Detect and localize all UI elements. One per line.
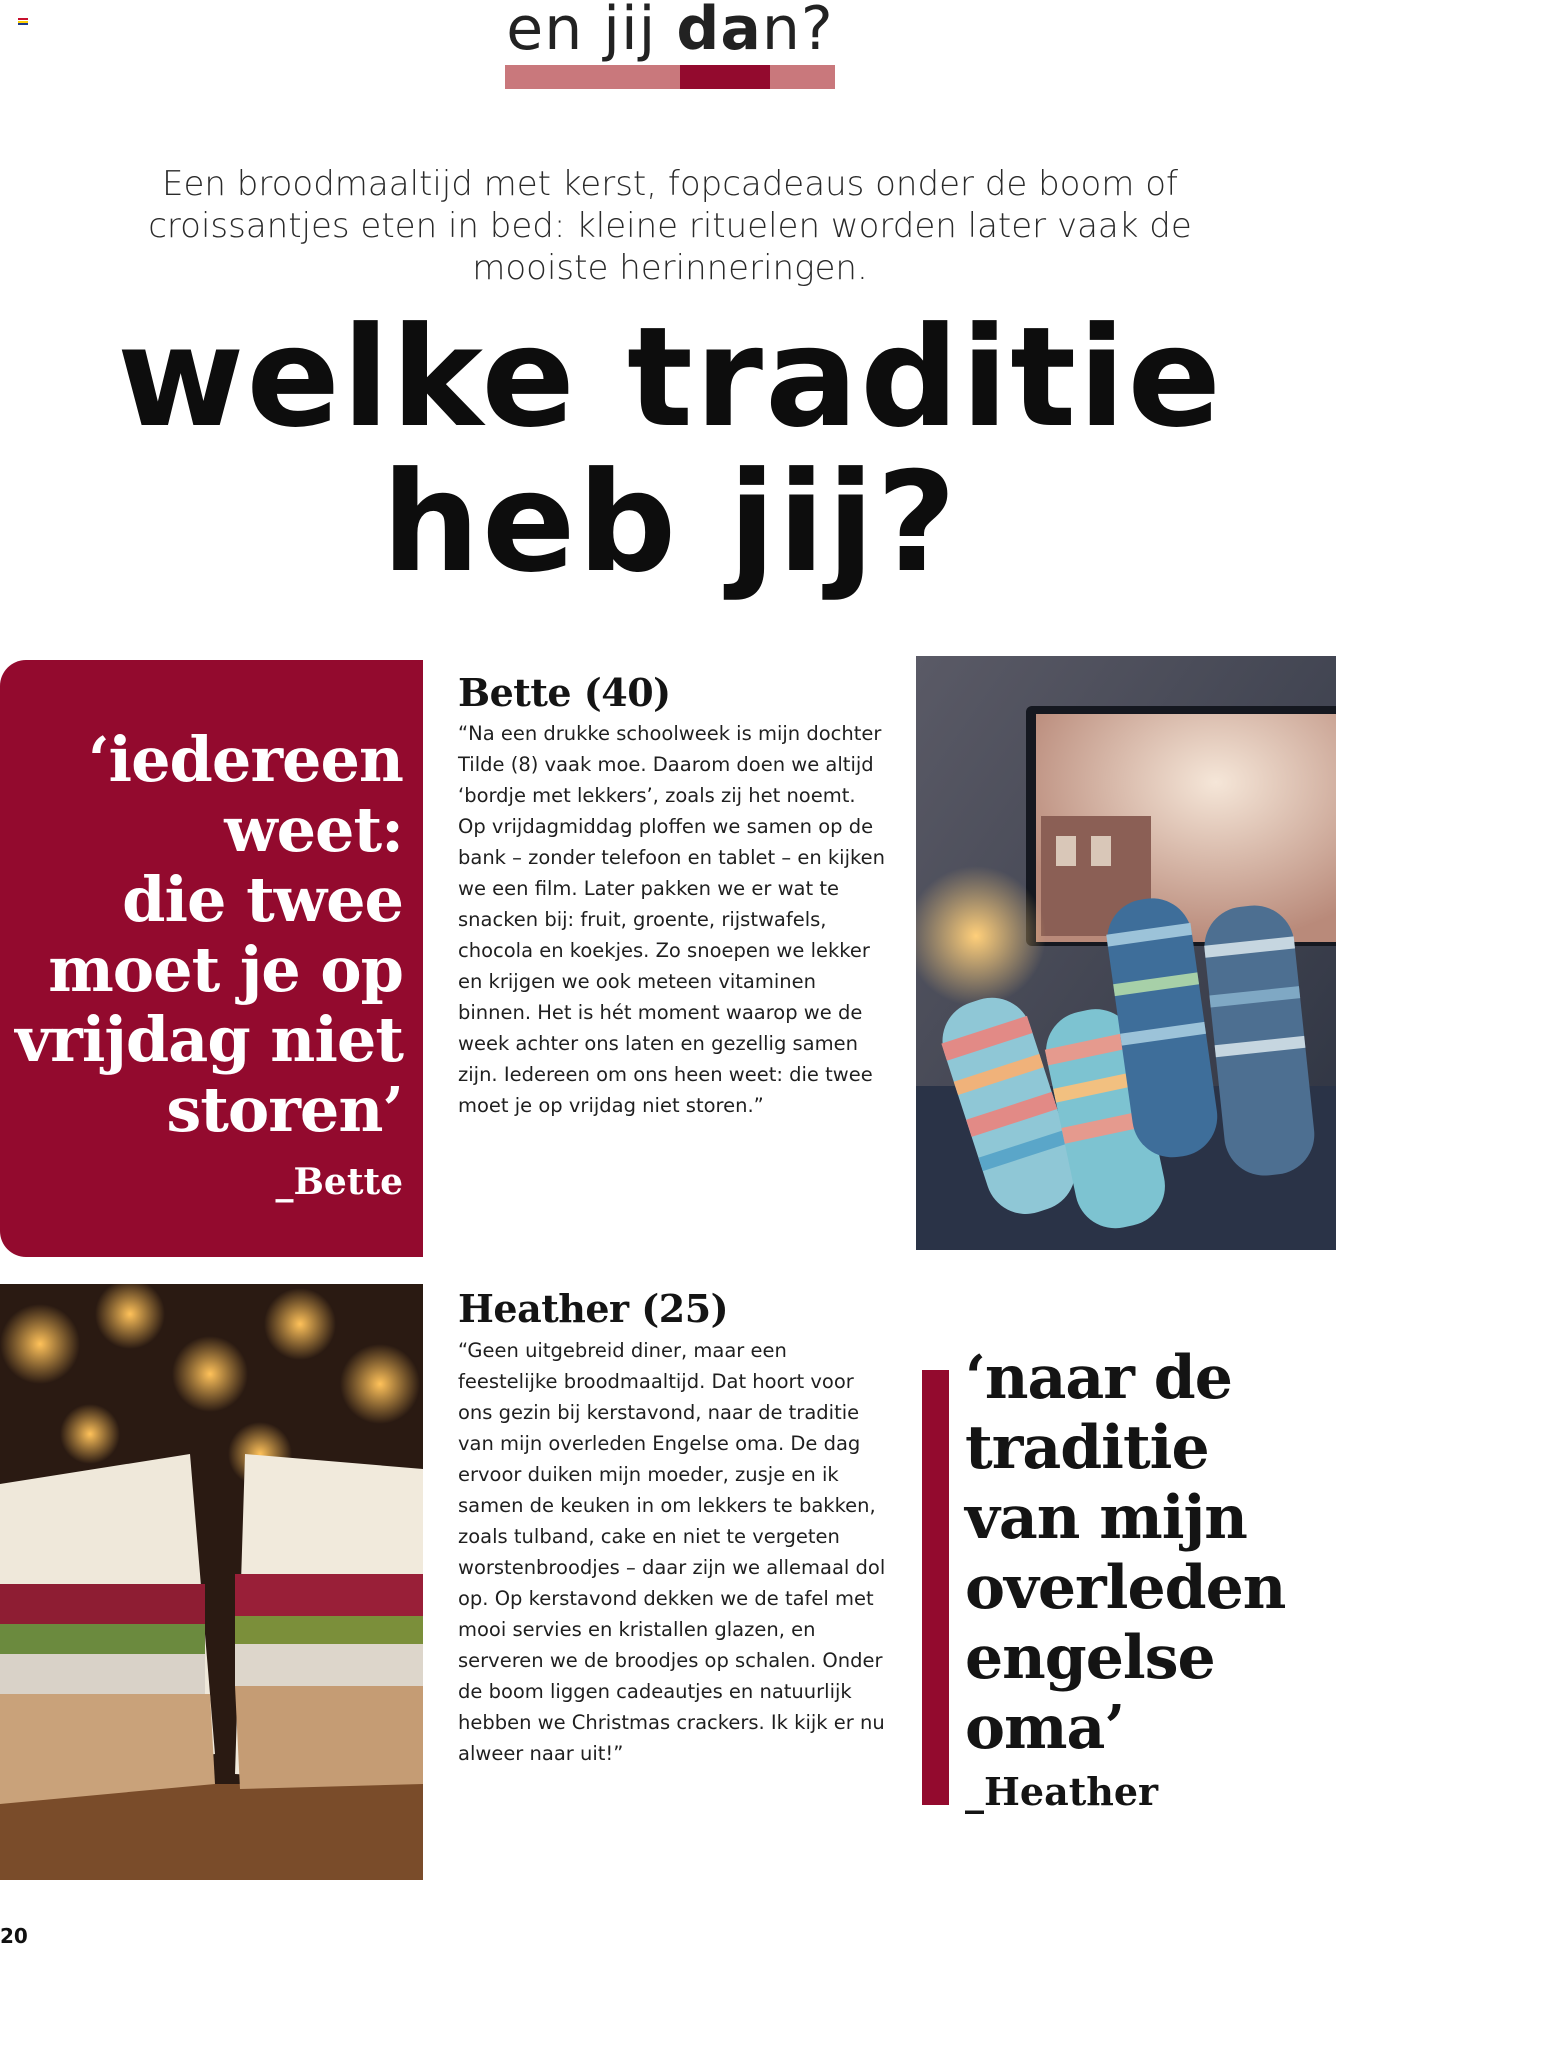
quote-line: oma’ (965, 1693, 1125, 1763)
quote-line: ‘naar de (965, 1343, 1232, 1413)
headline-line-1: welke traditie (116, 297, 1224, 458)
story-name-bette: Bette (40) (458, 670, 671, 715)
socks-photo (916, 656, 1336, 1250)
quote-line: weet: (224, 793, 403, 866)
headline-line-2: heb jij? (381, 442, 959, 603)
quote-line: van mijn (965, 1483, 1247, 1553)
pull-quote-bar (922, 1370, 949, 1805)
sandwich-photo (0, 1284, 423, 1880)
quote-line: storen’ (166, 1073, 403, 1146)
kicker-text: en jij dan? (506, 0, 834, 64)
pull-quote-heather (965, 1343, 1365, 1763)
quote-line: ‘iedereen (87, 723, 403, 796)
page-headline (100, 297, 1240, 603)
quote-line: moet je op (48, 933, 403, 1006)
kicker-bar (505, 65, 835, 89)
story-body-bette: “Na een drukke schoolweek is mijn dochter Tilde (8) vaak moe. Daarom doen we altijd ‘bordje met lekkers’, zoals zij het noemt. Op vrijdagmiddag ploffen we samen op de bank – zonder telefoon en tablet – en kijken we een film. Later pakken we er wat te snacken bij: fruit, groente, rijstwafels, chocola en koekjes. Zo snoepen we lekker en krijgen we ook meteen vitaminen binnen. Het is hét moment waarop we de week achter ons laten en gezellig samen zijn. Iedereen om ons heen weet: die twee moet je op vrijdag niet storen.” (458, 722, 885, 1117)
pull-quote-text (3, 725, 403, 1145)
quote-line: engelse (965, 1623, 1215, 1693)
quote-line: traditie (965, 1413, 1209, 1483)
pull-quote-bette (0, 660, 423, 1257)
quote-line: die twee (122, 863, 403, 936)
quote-line: vrijdag niet (15, 1003, 403, 1076)
intro-text: Een broodmaaltijd met kerst, fopcadeaus onder de boom of croissantjes eten in bed: kleine rituelen worden later vaak de mooiste herinneringen. (148, 164, 1192, 288)
pull-quote-signature-heather: _Heather (965, 1769, 1159, 1814)
kicker-bar-accent (680, 65, 770, 89)
quote-line: overleden (965, 1553, 1286, 1623)
kicker (505, 0, 835, 94)
flag-icon (18, 18, 28, 25)
story-body-heather: “Geen uitgebreid diner, maar een feestelijke broodmaaltijd. Dat hoort voor ons gezin bij kerstavond, naar de traditie van mijn overleden Engelse oma. De dag ervoor duiken mijn moeder, zusje en ik samen de keuken in om lekkers te bakken, zoals tulband, cake en niet te vergeten worstenbroodjes – daar zijn we allemaal dol op. Op kerstavond dekken we de tafel met mooi servies en kristallen glazen, en serveren we de broodjes op schalen. Onder de boom liggen cadeautjes en natuurlijk hebben we Christmas crackers. Ik kijk er nu alweer naar uit!” (458, 1339, 886, 1765)
story-name-heather: Heather (25) (458, 1286, 729, 1331)
page-number: 20 (0, 1924, 28, 1948)
pull-quote-signature: _Bette (275, 1161, 403, 1203)
